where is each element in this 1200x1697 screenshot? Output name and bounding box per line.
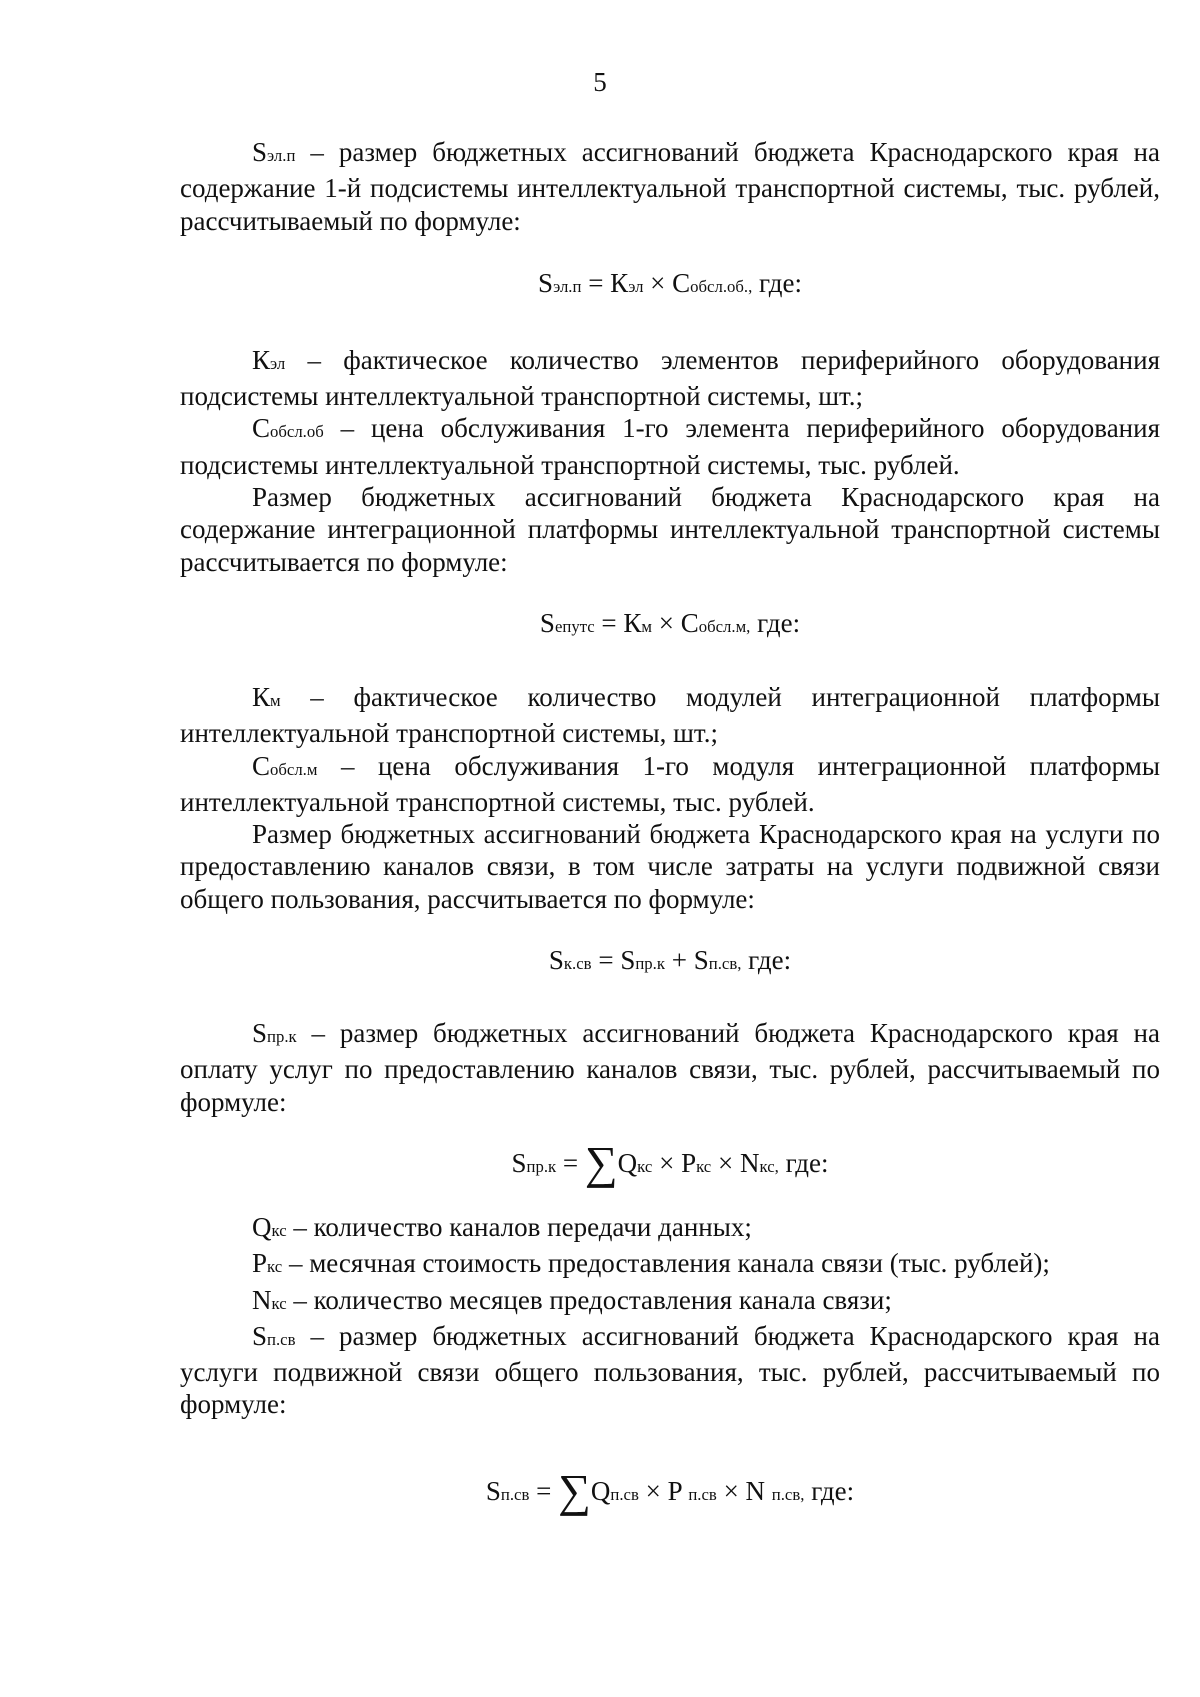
paragraph-text: – размер бюджетных ассигнований бюджета Краснодарского края на содержание 1-й подсистемы интеллектуальной транспортной системы, тыс. рублей, рассчитываемый по формуле: [180,137,1160,236]
paragraph-communication-channels: Размер бюджетных ассигнований бюджета Краснодарского края на услуги по предоставлению каналов связи, в том числе затраты на услуги подвижной связи общего пользования, рассчитывается по формуле: [180,819,1160,914]
symbol: P [252,1248,268,1279]
paragraph-q-ks-definition [180,1211,1160,1247]
formula-term-b: С [680,607,699,638]
formula-term-a-subscript: кс [637,1156,653,1176]
formula-term-a-subscript: эл [628,276,644,296]
formula-lhs: S [548,945,564,976]
paragraph-c-obsl-m-definition [180,750,1160,819]
paragraph-s-p-sv-definition [180,1320,1160,1421]
formula-s-el-p [180,267,1160,303]
paragraph-text: – количество каналов передачи данных; [286,1211,752,1242]
formula-term-a: К [610,267,629,298]
formula-equals: = [591,945,621,976]
formula-equals: = [581,267,611,298]
formula-lhs: S [511,1147,527,1178]
paragraph-text: – месячная стоимость предоставления канала связи (тыс. рублей); [282,1248,1050,1279]
formula-term-b: S [693,945,709,976]
formula-lhs: S [539,607,555,638]
paragraph-k-el-definition [180,344,1160,413]
formula-times: × [716,1475,746,1506]
formula-term-b: С [672,267,691,298]
sum-sign: ∑ [558,1464,591,1516]
formula-lhs: S [538,267,554,298]
formula-term-b: P [667,1475,689,1506]
paragraph-text: – количество месяцев предоставления канала связи; [286,1284,892,1315]
symbol: К [252,344,271,375]
paragraph-c-obsl-ob-definition [180,412,1160,481]
symbol-subscript: кс [271,1220,287,1240]
symbol: С [252,413,271,444]
formula-tail: где: [778,1147,829,1178]
symbol-subscript: обсл.м [270,759,318,779]
formula-term-b: P [681,1147,697,1178]
formula-term-a-subscript: п.св [610,1484,639,1504]
symbol: S [252,1018,268,1049]
formula-s-pr-k [180,1136,1160,1188]
paragraph-k-m-definition [180,681,1160,750]
formula-term-a: Q [590,1475,611,1506]
formula-equals: = [594,607,624,638]
paragraph-text: – цена обслуживания 1-го элемента периферийного оборудования подсистемы интеллектуальной транспортной системы, тыс. рублей. [180,413,1160,480]
formula-term-a: S [620,945,636,976]
formula-term-b-subscript: п.св, [708,954,742,974]
paragraph-p-ks-definition [180,1247,1160,1283]
symbol-subscript: кс [267,1257,283,1277]
formula-term-b-subscript: обсл.м, [698,616,751,636]
formula-plus: + [664,945,694,976]
formula-equals: = [529,1475,559,1506]
symbol: S [252,137,268,167]
symbol: К [252,681,271,712]
formula-s-p-sv [180,1464,1160,1516]
formula-lhs-subscript: епутс [554,616,595,636]
paragraph-text: – размер бюджетных ассигнований бюджета Краснодарского края на оплату услуг по предоставлению каналов связи, тыс. рублей, рассчитываемый по формуле: [180,1018,1160,1117]
symbol-subscript: м [270,690,281,710]
symbol-subscript: обсл.об [270,422,324,442]
symbol: N [252,1284,272,1315]
sum-sign: ∑ [584,1136,618,1188]
formula-tail: где: [752,267,802,298]
formula-term-c-subscript: п.св, [771,1484,805,1504]
symbol-subscript: пр.к [267,1027,297,1047]
formula-times: × [643,267,673,298]
paragraph-text: – размер бюджетных ассигнований бюджета Краснодарского края на услуги подвижной связи общего пользования, тыс. рублей, рассчитываемый по формуле: [180,1320,1160,1420]
formula-term-a-subscript: м [641,616,652,636]
paragraph-s-pr-k-definition [180,1017,1160,1118]
paragraph-s-el-p-definition [180,136,1160,237]
paragraph-text: – фактическое количество модулей интеграционной платформы интеллектуальной транспортной системы, шт.; [180,681,1160,749]
formula-term-a: К [623,607,642,638]
formula-term-b-subscript: обсл.об., [690,276,753,296]
formula-times: × [652,1147,682,1178]
formula-term-c: N [739,1147,760,1178]
formula-term-c-subscript: кс, [759,1156,779,1176]
formula-term-b-subscript: кс [696,1156,712,1176]
page-number: 5 [593,67,607,97]
formula-term-a-subscript: пр.к [635,954,665,974]
symbol-subscript: кс [271,1293,287,1313]
document-body [180,136,1160,1516]
formula-lhs: S [485,1475,501,1506]
formula-equals: = [556,1147,585,1178]
paragraph-text: – цена обслуживания 1-го модуля интеграционной платформы интеллектуальной транспортной системы, тыс. рублей. [180,750,1160,817]
formula-term-a: Q [617,1147,638,1178]
formula-times: × [711,1147,740,1178]
formula-tail: где: [741,945,792,976]
formula-tail: где: [750,607,801,638]
formula-s-eputs [180,607,1160,643]
formula-lhs-subscript: пр.к [526,1156,557,1176]
formula-term-b-subscript: п.св [688,1484,717,1504]
paragraph-text: – фактическое количество элементов периферийного оборудования подсистемы интеллектуальной транспортной системы, шт.; [180,344,1160,412]
formula-s-k-sv [180,944,1160,980]
symbol-subscript: эл.п [267,146,296,165]
formula-term-c: N [745,1475,772,1506]
symbol: S [252,1320,268,1351]
formula-lhs-subscript: эл.п [553,276,582,296]
symbol-subscript: п.св [267,1329,296,1349]
formula-tail: где: [804,1475,855,1506]
symbol: С [252,750,271,781]
formula-times: × [652,607,681,638]
symbol: Q [252,1211,272,1242]
paragraph-n-ks-definition [180,1284,1160,1320]
formula-lhs-subscript: к.св [563,954,592,974]
formula-lhs-subscript: п.св [500,1484,530,1504]
formula-times: × [638,1475,668,1506]
paragraph-integration-platform: Размер бюджетных ассигнований бюджета Краснодарского края на содержание интеграционной платформы интеллектуальной транспортной системы рассчитывается по формуле: [180,482,1160,577]
symbol-subscript: эл [270,353,286,373]
